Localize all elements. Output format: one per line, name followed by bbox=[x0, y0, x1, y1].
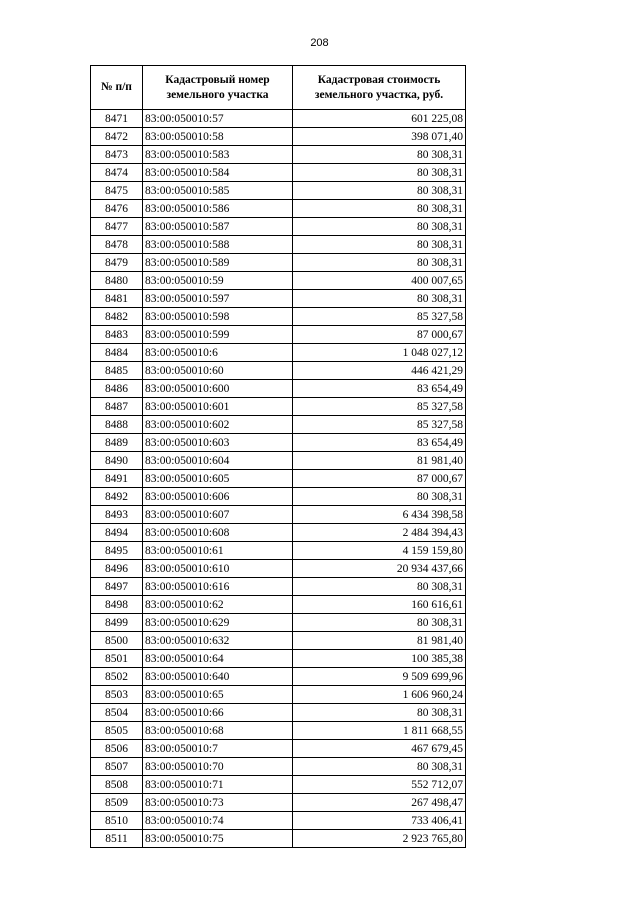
row-number-cell: 8503 bbox=[91, 686, 143, 704]
table-row bbox=[91, 182, 466, 200]
cadastral-number-cell: 83:00:050010:61 bbox=[143, 542, 293, 560]
cadastral-number-cell: 83:00:050010:600 bbox=[143, 380, 293, 398]
row-number-cell: 8494 bbox=[91, 524, 143, 542]
row-number-cell: 8490 bbox=[91, 452, 143, 470]
cadastral-number-cell: 83:00:050010:588 bbox=[143, 236, 293, 254]
cadastral-number-cell: 83:00:050010:60 bbox=[143, 362, 293, 380]
table-row bbox=[91, 200, 466, 218]
cadastral-number-cell: 83:00:050010:64 bbox=[143, 650, 293, 668]
header-row bbox=[91, 66, 466, 110]
row-number-cell: 8504 bbox=[91, 704, 143, 722]
table-row bbox=[91, 326, 466, 344]
row-number-cell: 8491 bbox=[91, 470, 143, 488]
cadastral-value-cell: 80 308,31 bbox=[293, 488, 466, 506]
row-number-cell: 8509 bbox=[91, 794, 143, 812]
table-row bbox=[91, 236, 466, 254]
cadastral-value-cell: 80 308,31 bbox=[293, 290, 466, 308]
cadastral-number-cell: 83:00:050010:598 bbox=[143, 308, 293, 326]
cadastral-value-cell: 733 406,41 bbox=[293, 812, 466, 830]
table-row bbox=[91, 218, 466, 236]
row-number-cell: 8483 bbox=[91, 326, 143, 344]
cadastral-value-cell: 1 048 027,12 bbox=[293, 344, 466, 362]
cadastral-value-cell: 100 385,38 bbox=[293, 650, 466, 668]
cadastral-number-cell: 83:00:050010:599 bbox=[143, 326, 293, 344]
table-row bbox=[91, 722, 466, 740]
cadastral-number-cell: 83:00:050010:616 bbox=[143, 578, 293, 596]
cadastral-number-cell: 83:00:050010:629 bbox=[143, 614, 293, 632]
cadastral-number-cell: 83:00:050010:58 bbox=[143, 128, 293, 146]
row-number-cell: 8480 bbox=[91, 272, 143, 290]
cadastral-value-cell: 80 308,31 bbox=[293, 182, 466, 200]
row-number-cell: 8511 bbox=[91, 830, 143, 848]
cadastral-value-cell: 160 616,61 bbox=[293, 596, 466, 614]
table-row bbox=[91, 758, 466, 776]
row-number-cell: 8501 bbox=[91, 650, 143, 668]
row-number-cell: 8488 bbox=[91, 416, 143, 434]
cadastral-value-cell: 20 934 437,66 bbox=[293, 560, 466, 578]
row-number-cell: 8510 bbox=[91, 812, 143, 830]
table-row bbox=[91, 416, 466, 434]
row-number-cell: 8486 bbox=[91, 380, 143, 398]
row-number-cell: 8474 bbox=[91, 164, 143, 182]
row-number-cell: 8505 bbox=[91, 722, 143, 740]
cadastral-value-cell: 80 308,31 bbox=[293, 236, 466, 254]
table-row bbox=[91, 344, 466, 362]
cadastral-number-cell: 83:00:050010:71 bbox=[143, 776, 293, 794]
table-row bbox=[91, 506, 466, 524]
table-row bbox=[91, 308, 466, 326]
table-row bbox=[91, 812, 466, 830]
cadastral-value-cell: 80 308,31 bbox=[293, 200, 466, 218]
header-cadastral-number: Кадастровый номер земельного участка bbox=[143, 66, 293, 110]
table-row bbox=[91, 398, 466, 416]
cadastral-number-cell: 83:00:050010:583 bbox=[143, 146, 293, 164]
row-number-cell: 8482 bbox=[91, 308, 143, 326]
row-number-cell: 8497 bbox=[91, 578, 143, 596]
table-row bbox=[91, 110, 466, 128]
table-row bbox=[91, 164, 466, 182]
table-row bbox=[91, 704, 466, 722]
cadastral-number-cell: 83:00:050010:59 bbox=[143, 272, 293, 290]
table-row bbox=[91, 740, 466, 758]
row-number-cell: 8479 bbox=[91, 254, 143, 272]
cadastral-number-cell: 83:00:050010:605 bbox=[143, 470, 293, 488]
cadastral-value-cell: 87 000,67 bbox=[293, 470, 466, 488]
cadastral-number-cell: 83:00:050010:70 bbox=[143, 758, 293, 776]
cadastral-value-cell: 80 308,31 bbox=[293, 164, 466, 182]
cadastral-number-cell: 83:00:050010:610 bbox=[143, 560, 293, 578]
cadastral-number-cell: 83:00:050010:62 bbox=[143, 596, 293, 614]
cadastral-value-cell: 1 811 668,55 bbox=[293, 722, 466, 740]
table-row bbox=[91, 128, 466, 146]
row-number-cell: 8478 bbox=[91, 236, 143, 254]
row-number-cell: 8475 bbox=[91, 182, 143, 200]
cadastral-value-cell: 6 434 398,58 bbox=[293, 506, 466, 524]
row-number-cell: 8500 bbox=[91, 632, 143, 650]
row-number-cell: 8492 bbox=[91, 488, 143, 506]
page-number: 208 bbox=[310, 37, 329, 49]
cadastral-value-cell: 83 654,49 bbox=[293, 380, 466, 398]
cadastral-value-cell: 81 981,40 bbox=[293, 452, 466, 470]
table-row bbox=[91, 668, 466, 686]
table-row bbox=[91, 488, 466, 506]
cadastral-number-cell: 83:00:050010:608 bbox=[143, 524, 293, 542]
cadastral-value-cell: 601 225,08 bbox=[293, 110, 466, 128]
table-header bbox=[91, 66, 466, 110]
row-number-cell: 8508 bbox=[91, 776, 143, 794]
cadastral-value-cell: 9 509 699,96 bbox=[293, 668, 466, 686]
cadastral-number-cell: 83:00:050010:587 bbox=[143, 218, 293, 236]
cadastral-number-cell: 83:00:050010:597 bbox=[143, 290, 293, 308]
cadastral-value-cell: 85 327,58 bbox=[293, 308, 466, 326]
row-number-cell: 8499 bbox=[91, 614, 143, 632]
cadastral-number-cell: 83:00:050010:7 bbox=[143, 740, 293, 758]
header-cadastral-value: Кадастровая стоимость земельного участка, руб. bbox=[293, 66, 466, 110]
table-row bbox=[91, 686, 466, 704]
cadastral-value-cell: 87 000,67 bbox=[293, 326, 466, 344]
cadastral-value-cell: 80 308,31 bbox=[293, 146, 466, 164]
cadastral-value-cell: 398 071,40 bbox=[293, 128, 466, 146]
cadastral-value-cell: 80 308,31 bbox=[293, 254, 466, 272]
table-row bbox=[91, 254, 466, 272]
cadastral-value-cell: 80 308,31 bbox=[293, 578, 466, 596]
cadastral-number-cell: 83:00:050010:6 bbox=[143, 344, 293, 362]
cadastral-value-cell: 80 308,31 bbox=[293, 758, 466, 776]
table-row bbox=[91, 146, 466, 164]
cadastral-value-cell: 552 712,07 bbox=[293, 776, 466, 794]
row-number-cell: 8471 bbox=[91, 110, 143, 128]
cadastral-number-cell: 83:00:050010:604 bbox=[143, 452, 293, 470]
cadastral-number-cell: 83:00:050010:74 bbox=[143, 812, 293, 830]
cadastral-number-cell: 83:00:050010:606 bbox=[143, 488, 293, 506]
cadastral-number-cell: 83:00:050010:73 bbox=[143, 794, 293, 812]
table-row bbox=[91, 434, 466, 452]
cadastral-value-cell: 446 421,29 bbox=[293, 362, 466, 380]
cadastral-number-cell: 83:00:050010:585 bbox=[143, 182, 293, 200]
row-number-cell: 8473 bbox=[91, 146, 143, 164]
cadastral-number-cell: 83:00:050010:65 bbox=[143, 686, 293, 704]
table-row bbox=[91, 272, 466, 290]
cadastral-number-cell: 83:00:050010:584 bbox=[143, 164, 293, 182]
cadastral-value-cell: 80 308,31 bbox=[293, 614, 466, 632]
cadastral-value-cell: 85 327,58 bbox=[293, 398, 466, 416]
cadastral-value-cell: 2 923 765,80 bbox=[293, 830, 466, 848]
cadastral-value-cell: 4 159 159,80 bbox=[293, 542, 466, 560]
cadastral-value-cell: 83 654,49 bbox=[293, 434, 466, 452]
table-row bbox=[91, 524, 466, 542]
cadastral-value-cell: 80 308,31 bbox=[293, 218, 466, 236]
row-number-cell: 8477 bbox=[91, 218, 143, 236]
table-row bbox=[91, 794, 466, 812]
row-number-cell: 8484 bbox=[91, 344, 143, 362]
cadastral-value-cell: 400 007,65 bbox=[293, 272, 466, 290]
row-number-cell: 8485 bbox=[91, 362, 143, 380]
cadastral-number-cell: 83:00:050010:601 bbox=[143, 398, 293, 416]
row-number-cell: 8502 bbox=[91, 668, 143, 686]
table-body bbox=[91, 110, 466, 848]
row-number-cell: 8507 bbox=[91, 758, 143, 776]
table-row bbox=[91, 470, 466, 488]
cadastral-number-cell: 83:00:050010:68 bbox=[143, 722, 293, 740]
cadastral-number-cell: 83:00:050010:640 bbox=[143, 668, 293, 686]
table-row bbox=[91, 290, 466, 308]
cadastral-number-cell: 83:00:050010:602 bbox=[143, 416, 293, 434]
cadastral-value-cell: 467 679,45 bbox=[293, 740, 466, 758]
table-row bbox=[91, 632, 466, 650]
row-number-cell: 8472 bbox=[91, 128, 143, 146]
table-row bbox=[91, 452, 466, 470]
table-row bbox=[91, 776, 466, 794]
cadastral-number-cell: 83:00:050010:57 bbox=[143, 110, 293, 128]
table-row bbox=[91, 596, 466, 614]
cadastral-value-cell: 1 606 960,24 bbox=[293, 686, 466, 704]
cadastral-number-cell: 83:00:050010:603 bbox=[143, 434, 293, 452]
table-row bbox=[91, 542, 466, 560]
cadastral-number-cell: 83:00:050010:607 bbox=[143, 506, 293, 524]
row-number-cell: 8493 bbox=[91, 506, 143, 524]
row-number-cell: 8487 bbox=[91, 398, 143, 416]
cadastral-number-cell: 83:00:050010:75 bbox=[143, 830, 293, 848]
table-row bbox=[91, 830, 466, 848]
cadastral-number-cell: 83:00:050010:66 bbox=[143, 704, 293, 722]
row-number-cell: 8489 bbox=[91, 434, 143, 452]
cadastral-value-cell: 81 981,40 bbox=[293, 632, 466, 650]
cadastral-value-cell: 267 498,47 bbox=[293, 794, 466, 812]
table-row bbox=[91, 614, 466, 632]
cadastral-number-cell: 83:00:050010:632 bbox=[143, 632, 293, 650]
cadastral-value-cell: 85 327,58 bbox=[293, 416, 466, 434]
cadastral-value-table bbox=[90, 65, 466, 848]
row-number-cell: 8498 bbox=[91, 596, 143, 614]
row-number-cell: 8481 bbox=[91, 290, 143, 308]
cadastral-number-cell: 83:00:050010:589 bbox=[143, 254, 293, 272]
cadastral-number-cell: 83:00:050010:586 bbox=[143, 200, 293, 218]
table-row bbox=[91, 650, 466, 668]
row-number-cell: 8495 bbox=[91, 542, 143, 560]
cadastral-value-cell: 2 484 394,43 bbox=[293, 524, 466, 542]
row-number-cell: 8506 bbox=[91, 740, 143, 758]
table-row bbox=[91, 560, 466, 578]
header-row-number: № п/п bbox=[91, 66, 143, 110]
row-number-cell: 8496 bbox=[91, 560, 143, 578]
row-number-cell: 8476 bbox=[91, 200, 143, 218]
table-row bbox=[91, 380, 466, 398]
table-row bbox=[91, 578, 466, 596]
cadastral-value-cell: 80 308,31 bbox=[293, 704, 466, 722]
table-row bbox=[91, 362, 466, 380]
